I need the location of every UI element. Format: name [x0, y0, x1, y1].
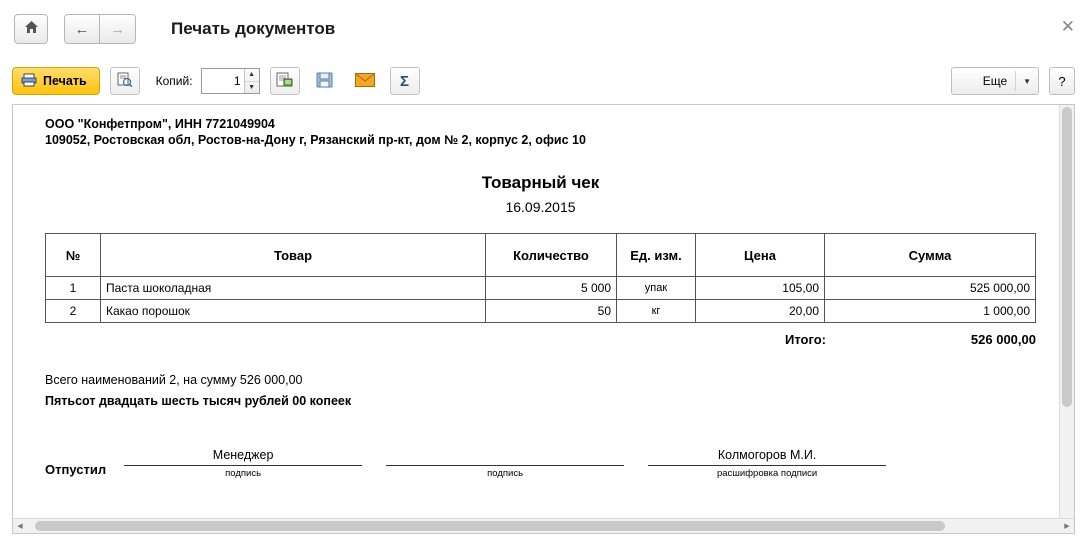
print-preview-icon — [116, 72, 133, 90]
scroll-right-icon[interactable]: ▶ — [1064, 523, 1070, 530]
more-separator — [1015, 71, 1016, 91]
close-icon[interactable]: ✕ — [1060, 17, 1075, 36]
window-titlebar — [0, 0, 1087, 58]
table-row — [46, 277, 1036, 300]
goods-table — [45, 233, 1036, 323]
signature-block — [386, 448, 624, 479]
col-sum: Сумма — [825, 234, 1036, 277]
copies-stepper-arrows[interactable] — [244, 69, 259, 93]
company-address: 109052, Ростовская обл, Ростов-на-Дону г, Рязанский пр-кт, дом № 2, корпус 2, офис 10 — [45, 133, 586, 147]
more-button-label: Еще — [982, 74, 1008, 88]
signature-rule — [124, 463, 362, 466]
chevron-up-icon[interactable]: ▲ — [245, 69, 259, 82]
printer-icon — [21, 73, 37, 90]
summary-line: Всего наименований 2, на сумму 526 000,00 — [45, 373, 303, 387]
signature-section-label: Отпустил — [45, 462, 107, 477]
signature-name — [386, 448, 624, 463]
cell-sum: 1 000,00 — [825, 300, 1036, 323]
scroll-left-icon[interactable]: ◀ — [17, 523, 23, 530]
col-num: № — [46, 234, 101, 277]
signature-rule — [386, 463, 624, 466]
table-row — [46, 300, 1036, 323]
signature-name: Колмогоров М.И. — [717, 448, 817, 462]
help-button[interactable] — [1049, 67, 1075, 95]
total-value: 526 000,00 — [970, 332, 1036, 347]
cell-num: 1 — [46, 277, 101, 300]
amount-in-words: Пятьсот двадцать шесть тысяч рублей 00 копеек — [45, 394, 352, 408]
cell-goods: Какао порошок — [101, 300, 486, 323]
back-button[interactable] — [64, 14, 100, 44]
save-button[interactable] — [310, 67, 340, 95]
page-title: Печать документов — [171, 19, 336, 38]
signature-section — [45, 448, 1036, 479]
horizontal-scrollbar-thumb[interactable] — [35, 521, 945, 531]
document-date: 16.09.2015 — [505, 199, 576, 215]
forward-button[interactable] — [100, 14, 136, 44]
chevron-down-icon: ▼ — [1023, 76, 1031, 86]
cell-qty: 5 000 — [486, 277, 617, 300]
signature-block — [648, 448, 886, 479]
cell-sum: 525 000,00 — [825, 277, 1036, 300]
signature-caption: расшифровка подписи — [716, 468, 818, 479]
col-unit: Ед. изм. — [617, 234, 696, 277]
document-viewer — [12, 104, 1075, 534]
document-title: Товарный чек — [481, 173, 600, 192]
signature-caption: подпись — [225, 468, 262, 479]
company-name: ООО "Конфетпром", ИНН 7721049904 — [45, 117, 275, 131]
total-label: Итого: — [785, 332, 826, 347]
copies-label: Копий: — [155, 74, 193, 88]
cell-unit: кг — [617, 300, 696, 323]
copies-stepper[interactable] — [201, 68, 260, 94]
save-icon — [316, 72, 333, 91]
help-button-label: ? — [1058, 73, 1066, 89]
chevron-down-icon[interactable]: ▼ — [248, 83, 256, 91]
navigation-buttons — [64, 14, 136, 44]
cell-unit: упак — [617, 277, 696, 300]
signature-caption: подпись — [487, 468, 524, 479]
vertical-scrollbar[interactable] — [1059, 105, 1074, 519]
document-page — [13, 105, 1060, 519]
col-qty: Количество — [486, 234, 617, 277]
cell-price: 105,00 — [696, 277, 825, 300]
table-header-row — [46, 234, 1036, 277]
send-mail-button[interactable] — [350, 67, 380, 95]
cell-num: 2 — [46, 300, 101, 323]
arrow-left-icon: ← — [74, 20, 90, 38]
print-button-label: Печать — [43, 74, 87, 88]
totals-row — [45, 332, 1036, 347]
copies-input[interactable] — [202, 69, 244, 93]
col-price: Цена — [696, 234, 825, 277]
print-button[interactable] — [12, 67, 100, 95]
cell-goods: Паста шоколадная — [101, 277, 486, 300]
vertical-scrollbar-thumb[interactable] — [1062, 107, 1072, 407]
page-setup-icon — [276, 72, 293, 90]
sigma-icon: Σ — [400, 72, 410, 90]
cell-qty: 50 — [486, 300, 617, 323]
cell-price: 20,00 — [696, 300, 825, 323]
horizontal-scrollbar[interactable] — [13, 518, 1074, 533]
home-icon — [24, 20, 39, 38]
signature-block — [124, 448, 362, 479]
envelope-icon — [355, 73, 375, 90]
more-button[interactable] — [951, 67, 1039, 95]
sum-button[interactable] — [390, 67, 420, 95]
page-setup-button[interactable] — [270, 67, 300, 95]
arrow-right-icon: → — [110, 20, 125, 38]
print-preview-button[interactable] — [110, 67, 140, 95]
signature-rule — [648, 463, 886, 466]
signature-name: Менеджер — [212, 448, 274, 462]
home-button[interactable] — [14, 14, 48, 44]
col-goods: Товар — [101, 234, 486, 277]
toolbar — [0, 58, 1087, 104]
